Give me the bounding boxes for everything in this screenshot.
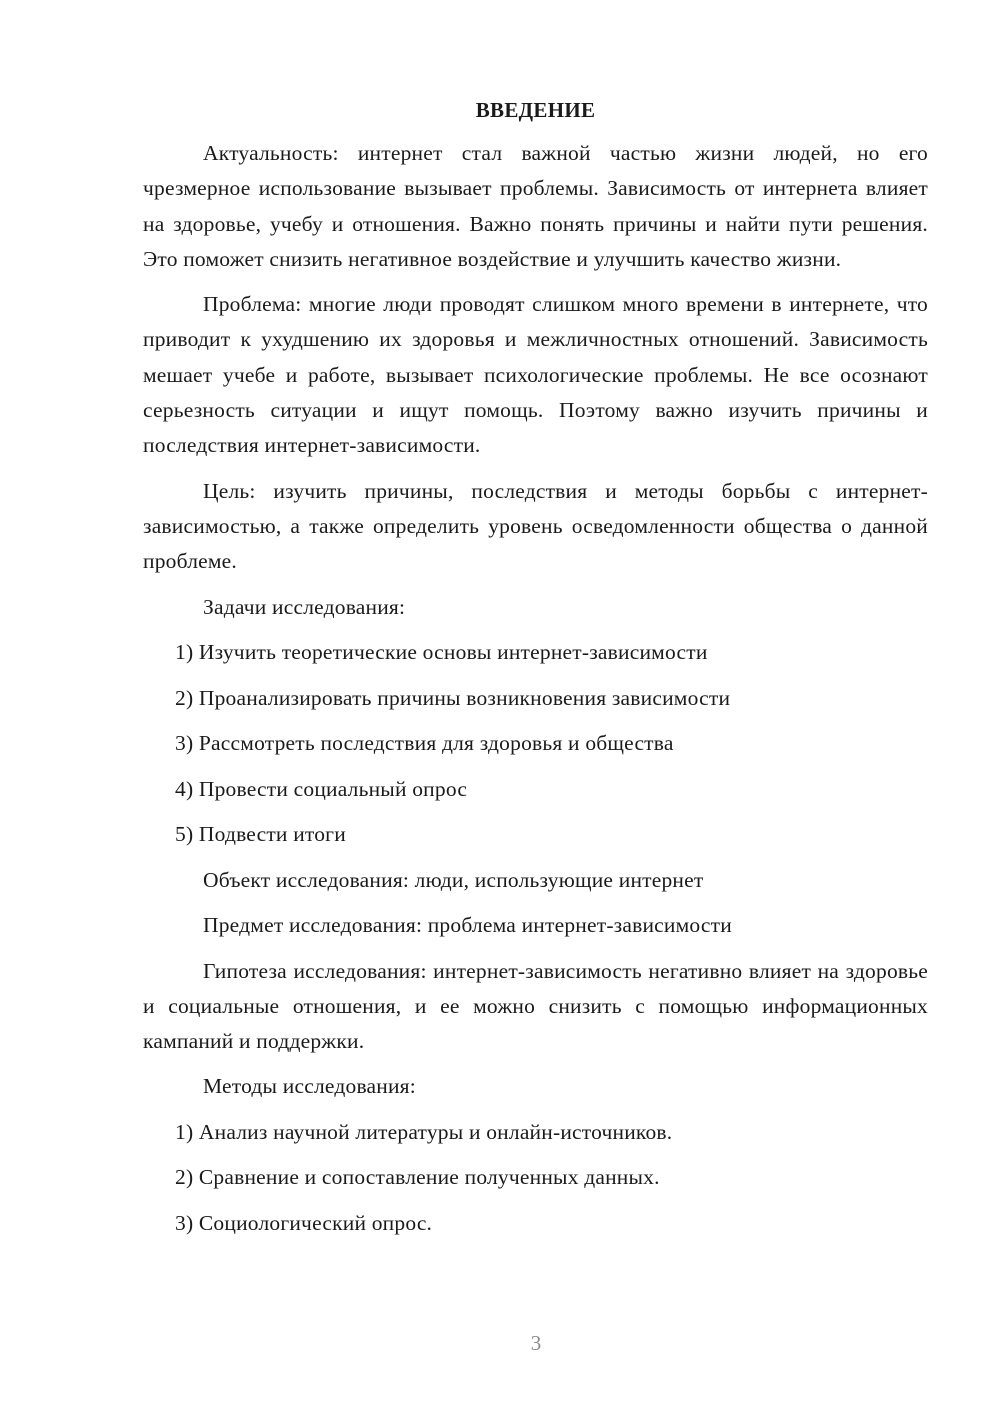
tasks-title: Задачи исследования: xyxy=(203,594,406,619)
tasks-list xyxy=(143,635,928,852)
methods-list xyxy=(143,1115,928,1241)
list-item: 4) Провести социальный опрос xyxy=(175,776,468,801)
list-item: 3) Социологический опрос. xyxy=(175,1210,433,1235)
page-number: 3 xyxy=(530,1331,542,1355)
research-subject: Предмет исследования: проблема интернет-зависимости xyxy=(203,913,732,938)
list-item: 1) Анализ научной литературы и онлайн-источников. xyxy=(175,1119,673,1144)
hypothesis-paragraph: Гипотеза исследования: интернет-зависимость негативно влияет на здоровье и социальные отношения, и ее можно снизить с помощью информационных кампаний и поддержки. xyxy=(143,958,928,1054)
page-content xyxy=(143,96,928,1251)
problem-paragraph: Проблема: многие люди проводят слишком много времени в интернете, что приводит к ухудшению их здоровья и межличностных отношений. Зависимость мешает учебе и работе, вызывает психологические проблемы. Не все осознают серьезность ситуации и ищут помощь. Поэтому важно изучить причины и последствия интернет-зависимости. xyxy=(143,292,928,458)
list-item: 2) Проанализировать причины возникновения зависимости xyxy=(175,685,731,710)
list-item: 5) Подвести итоги xyxy=(175,822,346,847)
section-heading: ВВЕДЕНИЕ xyxy=(475,98,596,122)
methods-title: Методы исследования: xyxy=(203,1074,416,1099)
list-item: 1) Изучить теоретические основы интернет-зависимости xyxy=(175,640,708,665)
list-item: 3) Рассмотреть последствия для здоровья и общества xyxy=(175,731,674,756)
relevance-paragraph: Актуальность: интернет стал важной частью жизни людей, но его чрезмерное использование вызывает проблемы. Зависимость от интернета влияет на здоровье, учебу и отношения. Важно понять причины и найти пути решения. Это поможет снизить негативное воздействие и улучшить качество жизни. xyxy=(143,141,928,271)
goal-paragraph: Цель: изучить причины, последствия и методы борьбы с интернет-зависимостью, а также определить уровень осведомленности общества о данной проблеме. xyxy=(143,478,928,574)
list-item: 2) Сравнение и сопоставление полученных данных. xyxy=(175,1165,660,1190)
research-object: Объект исследования: люди, использующие интернет xyxy=(203,867,704,892)
